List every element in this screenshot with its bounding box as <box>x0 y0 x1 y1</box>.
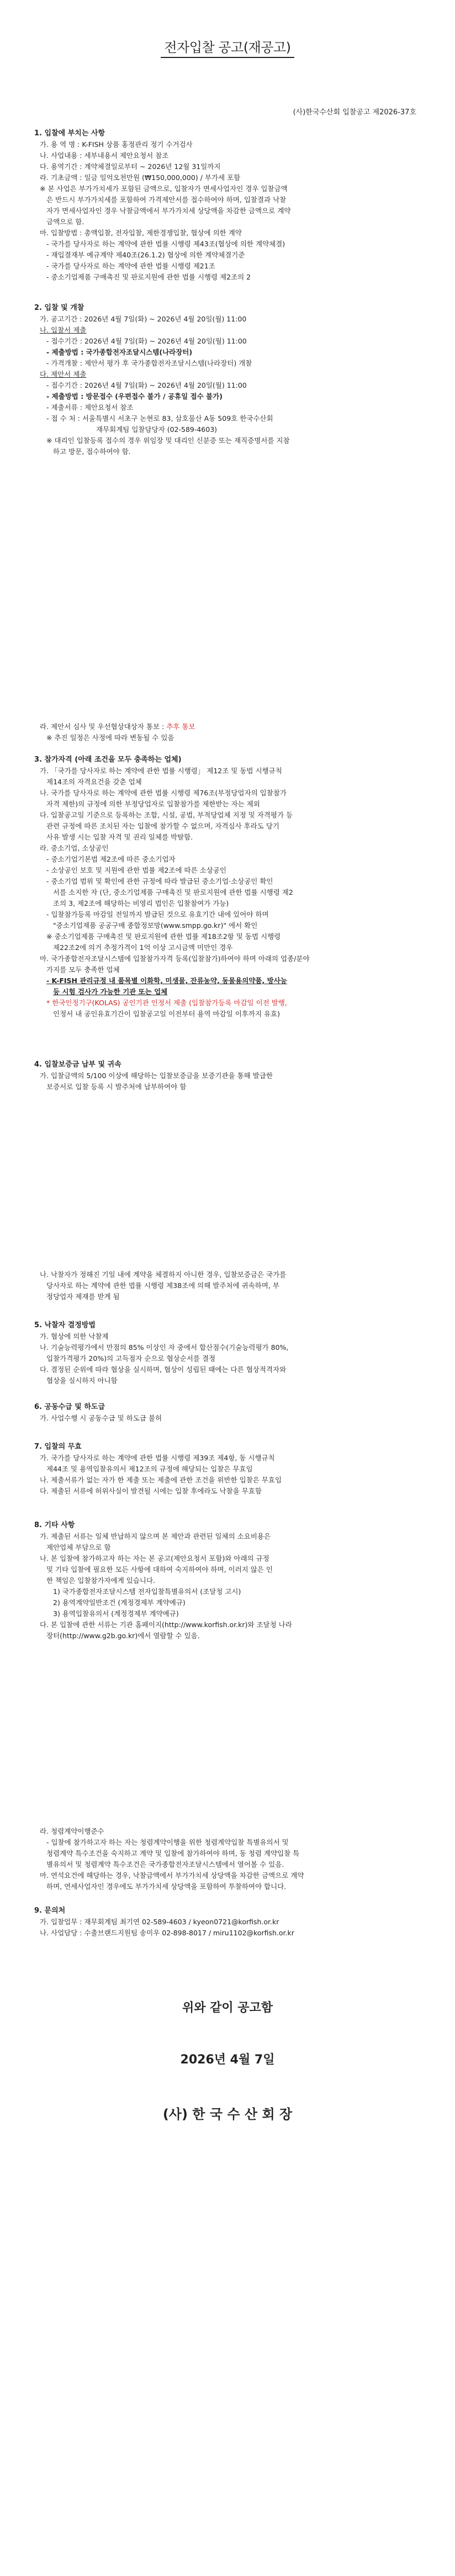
integrity-item: - 입찰에 참가하고자 하는 자는 청렴계약이행을 위한 청렴계약입찰 특별유의서 및 <box>46 1838 289 1846</box>
eligibility-item: - 입찰참가등록 마감일 전일까지 발급된 것으로 유효기간 내에 있어야 하며 <box>46 910 269 919</box>
eligibility-item: 마. 국가종합전자조달시스템에 입찰참가자격 등록(입찰참가)하여야 하며 아래의 업종/분야 <box>40 954 310 963</box>
eligibility-item: 자격 제한)의 규정에 의한 부정당업자로 입찰참가를 제한받는 자는 제외 <box>46 800 260 808</box>
eligibility-item: 제14조의 자격요건을 갖춘 업체 <box>46 778 142 786</box>
invalid-item: 다. 제출된 서류에 허위사실이 발견될 시에는 입찰 후에라도 낙찰을 무효함 <box>40 1487 262 1495</box>
integrity-item: 마. 연석요건에 해당하는 경우, 낙찰금액에서 부가가치세 상당액을 차감한 금액으로 계약 <box>40 1871 304 1880</box>
vat-note: 자가 면세사업자인 경우 낙찰금액에서 부가가치세 상당액을 차감한 금액으로 계약 <box>46 207 291 215</box>
section-contact <box>34 1905 421 1939</box>
other-item: 제안업체 부담으로 함 <box>46 1543 111 1551</box>
other-item: 다. 본 입찰에 관한 서류는 기관 홈페이지(http://www.korfish.or.kr)와 조달청 나라 <box>40 1620 292 1629</box>
bond-item: 당사자로 하는 계약에 관한 법률 시행령 제38조에 의해 발주처에 귀속하며, 부 <box>46 1281 279 1290</box>
bond-item: 정당업자 제재를 받게 됨 <box>46 1292 120 1301</box>
section-joint-subcontract <box>34 1402 421 1424</box>
section-invalid-bid <box>34 1442 421 1497</box>
base-amount: 라. 기초금액 : 일금 일억오천만원 (₩150,000,000) / 부가세 포함 <box>40 173 241 182</box>
section-bid-bond <box>34 1059 421 1092</box>
bond-item: 보증서로 입찰 등록 시 발주처에 납부하여야 함 <box>46 1083 187 1091</box>
integrity-item: 하며, 연세사업자인 경우에도 부가가치세 상당액을 포함하여 투찰하여야 합니다. <box>46 1882 287 1891</box>
legal-basis: - 재입결재부 예규계약 제40조(26.1.2) 협상에 의한 계약체결기준 <box>46 251 245 259</box>
kolas-note: 인정서 내 공인유효기간이 입찰공고일 이전부터 용역 마감일 이후까지 유효) <box>53 1010 280 1018</box>
notice-number: (사)한국수산회 입찰공고 제2026-37호 <box>293 108 416 117</box>
agent-note: ※ 대리인 입찰등록 접수의 경우 위임장 및 대리인 신분증 또는 재직증명서를 지참 <box>46 436 290 445</box>
other-item: 한 책임은 입찰참가자에게 있습니다. <box>46 1576 156 1585</box>
section-heading: 1. 입찰에 부치는 사항 <box>34 129 105 138</box>
invalid-item: 제44조 및 용역입찰유의서 제12조의 규정에 해당되는 입찰은 무효임 <box>46 1465 253 1473</box>
submission-period: - 접수기간 : 2026년 4월 7일(화) ~ 2026년 4월 20일(월) 11:00 <box>46 381 247 389</box>
integrity-contract <box>34 1826 421 1892</box>
award-item: 나. 기술능력평가에서 만점의 85% 이상인 자 중에서 합산점수(기술능력평가 80%, <box>40 1343 289 1352</box>
bid-method: 마. 입찰방법 : 총액입찰, 전자입찰, 제한경쟁입찰, 협상에 의한 계약 <box>40 229 242 237</box>
price-opening: - 가격개찰 : 제안서 평가 후 국가종합전자조달시스템(나라장터) 개찰 <box>46 359 252 367</box>
integrity-item: 라. 청렴계약이행준수 <box>40 1827 104 1835</box>
integrity-item: 별유의서 및 청렴계약 특수조건은 국가종합전자조달시스템에서 열어볼 수 있음. <box>46 1860 284 1868</box>
submission-method: - 제출방법 : 방문접수 (우편접수 불가 / 공휴일 접수 불가) <box>46 392 223 400</box>
award-item: 입찰가격평가 20%)의 고득점자 순으로 협상순서를 결정 <box>46 1354 216 1363</box>
section-award-method <box>34 1320 421 1386</box>
eligibility-item: 관련 규정에 따른 조치된 자는 입찰에 참가할 수 없으며, 자격심사 후라도 당기 <box>46 822 280 830</box>
submission-documents: - 제출서류 : 제안요청서 참조 <box>46 403 134 411</box>
eligibility-item: - 소상공인 보호 및 지원에 관한 법률 제2조에 따른 소상공인 <box>46 866 226 874</box>
eligibility-item: 다. 입찰공고일 기준으로 등록하는 조합, 시설, 공법, 부적당업체 지정 및 자격평가 등 <box>40 811 293 819</box>
bond-item: 가. 입찰금액의 5/100 이상에 해당하는 입찰보증금을 보증기관을 통해 발급한 <box>40 1071 273 1080</box>
integrity-item: 청렴계약 특수조건을 숙지하고 계약 및 입찰에 참가하여야 하며, 동 청렴 계약입찰 특 <box>46 1849 300 1857</box>
bond-item: 나. 낙찰자가 정해진 기일 내에 계약을 체결하지 아니한 경우, 입찰보증금은 국가를 <box>40 1270 287 1279</box>
eligibility-item: 제22조2에 의거 추정가격이 1억 이상 고시금액 미만인 경우 <box>53 943 233 952</box>
page-title: 전자입찰 공고(재공고) <box>0 36 455 56</box>
other-item: 장터(http://www.g2b.go.kr)에서 열람할 수 있음. <box>46 1632 200 1640</box>
regulation-item: 1) 국가종합전자조달시스템 전자입찰특별유의서 (조달청 고시) <box>53 1587 241 1596</box>
section-bidding-opening <box>34 303 421 457</box>
notify-later-text: 추후 통보 <box>166 722 195 731</box>
vat-note: 은 반드시 부가가치세를 포함하여 가격제안서를 접수하여야 하며, 입찰결과 낙찰 <box>46 196 287 204</box>
invalid-item: 나. 제출서류가 없는 자가 한 제출 또는 제출에 관한 조건을 위반한 입찰은 무효임 <box>40 1476 282 1484</box>
agent-note: 하고 방문, 접수하여야 함. <box>53 447 131 456</box>
joint-item: 가. 사업수행 시 공동수급 및 하도급 불허 <box>40 1414 162 1422</box>
submission-period: - 접수기간 : 2026년 4월 7일(화) ~ 2026년 4월 20일(월) 11:00 <box>46 337 247 345</box>
award-item: 협상을 실시하지 아니함 <box>46 1376 118 1385</box>
section-heading: 2. 입찰 및 개찰 <box>34 304 84 312</box>
closing-date: 2026년 4월 7일 <box>180 2053 275 2067</box>
regulation-item: 3) 용역입찰유의서 (계정경제부 계약예규) <box>53 1609 179 1618</box>
eligibility-item: ※ 중소기업제품 구매촉진 및 판로지원에 관한 법률 제18조2항 및 동법 시행령 <box>46 932 281 941</box>
submission-place: 재무회계팀 입찰담당자 (02-589-4603) <box>96 425 218 434</box>
section-heading: 6. 공동수급 및 하도급 <box>34 1403 105 1411</box>
closing-statement: 위와 같이 공고함 <box>182 2001 273 2015</box>
other-item: 나. 본 입찰에 참가하고자 하는 자는 본 공고(제안요청서 포함)와 아래의 규정 <box>40 1554 269 1563</box>
eligibility-item: - K-FISH 관리규정 내 품목별 이화학, 미생물, 잔류농약, 동물용의약품, 방사능 <box>46 976 287 985</box>
submission-method: - 제출방법 : 국가종합전자조달시스템(나라장터) <box>46 348 193 356</box>
section-heading: 8. 기타 사항 <box>34 1521 75 1529</box>
evaluation-line: 라. 제안서 심사 및 우선협상대상자 통보 : 추후 통보 <box>40 722 195 731</box>
section-heading: 5. 낙찰자 결정방법 <box>34 1321 96 1329</box>
eligibility-item: "중소기업제품 공공구매 종합정보망(www.smpp.go.kr)" 에서 확인 <box>53 921 258 930</box>
contact-bidding: 가. 입찰업무 : 재무회계팀 최기연 02-589-4603 / kyeon0721@korfish.or.kr <box>40 1918 279 1926</box>
section-bid-items <box>34 128 421 283</box>
issuer-signature: (사) 한 국 수 산 회 장 <box>162 2107 293 2122</box>
legal-basis: - 국가를 당사자로 하는 계약에 관한 법률 시행령 제21조 <box>46 262 215 270</box>
service-period: 다. 용역기간 : 계약체결일로부터 ~ 2026년 12월 31일까지 <box>40 162 221 171</box>
bid-submission-heading: 나. 입찰서 제출 <box>40 326 87 334</box>
vat-note: 금액으로 함. <box>46 218 84 226</box>
eligibility-item: - 중소기업기본법 제2조에 따른 중소기업자 <box>46 855 176 863</box>
section-other <box>34 1520 421 1641</box>
notice-period: 가. 공고기간 : 2026년 4월 7일(화) ~ 2026년 4월 20일(월) 11:00 <box>40 315 247 323</box>
other-item: 가. 제출된 서류는 일체 반납하지 않으며 본 제안과 관련된 일체의 소요비용은 <box>40 1532 271 1540</box>
invalid-item: 가. 국가를 당사자로 하는 계약에 관한 법률 시행령 제39조 제4항, 동 시행규칙 <box>40 1454 275 1462</box>
section-heading: 7. 입찰의 무효 <box>34 1443 82 1451</box>
service-name: 가. 용 역 명 : K-FISH 상품 홍정관리 정기 수거검사 <box>40 140 193 149</box>
eligibility-item: 라. 중소기업, 소상공인 <box>40 844 109 852</box>
eligibility-item: 등 시험 검사가 가능한 기관 또는 업체 <box>53 988 168 996</box>
schedule-note: ※ 추진 일정은 사정에 따라 변동될 수 있음 <box>46 733 174 742</box>
eligibility-item: 사유 발생 시는 입찰 자격 및 권리 일체를 박탈함. <box>46 833 193 841</box>
regulation-item: 2) 용역계약일반조건 (계정경제부 계약예규) <box>53 1598 186 1607</box>
eligibility-item: 조의 3, 제2조에 해당하는 비영리 법인은 입찰참여가 가능) <box>53 899 229 907</box>
vat-note: ※ 본 사업은 부가가치세가 포함된 금액으로, 입찰자가 면세사업자인 경우 입찰금액 <box>40 184 288 193</box>
legal-basis: - 중소기업제품 구매촉진 및 판로지원에 관한 법률 시행령 제2조의 2 <box>46 273 251 281</box>
eligibility-item: - 중소기업 범위 및 확인에 관한 규정에 따라 발급된 중소기업·소상공인 확인 <box>46 877 273 885</box>
section-eligibility <box>34 754 421 1020</box>
evaluation-notice <box>34 721 421 743</box>
eligibility-item: 가. 「국가를 당사자로 하는 계약에 관한 법률 시행령」 제12조 및 동법 시행규칙 <box>40 767 282 775</box>
project-content: 나. 사업내용 : 세부내용서 제안요청서 참조 <box>40 151 169 160</box>
other-item: 및 기타 입찰에 필요한 모든 사항에 대하여 숙지하여야 하며, 이러지 않은 인 <box>46 1565 273 1574</box>
award-item: 다. 결정된 순위에 따라 협상을 실시하며, 협상이 성립된 때에는 다른 협상적격자와 <box>40 1365 287 1374</box>
bond-forfeiture <box>34 1269 421 1302</box>
eligibility-item: 서를 소지한 자 (단, 중소기업제품 구매촉진 및 판로지원에 관한 법률 시행령 제2 <box>53 888 293 896</box>
section-heading: 3. 참가자격 (아래 조건을 모두 충족하는 업체) <box>34 756 182 764</box>
section-heading: 9. 문의처 <box>34 1907 66 1915</box>
kolas-note: * 한국인정기구(KOLAS) 공인기관 인정서 제출 (입찰참가등록 마감일 이전 발행, <box>46 999 287 1007</box>
eligibility-item: 나. 국가를 당사자로 하는 계약에 관한 법률 시행령 제76조(부정당업자의 입찰참가 <box>40 789 287 797</box>
award-item: 가. 협상에 의한 낙찰제 <box>40 1332 109 1340</box>
legal-basis: - 국가를 당사자로 하는 계약에 관한 법률 시행령 제43조(협상에 의한 계약체결) <box>46 240 285 248</box>
contact-project: 나. 사업담당 : 수출브랜드지원팀 송미우 02-898-8017 / miru1102@korfish.or.kr <box>40 1929 294 1937</box>
section-heading: 4. 입찰보증금 납부 및 귀속 <box>34 1060 121 1069</box>
submission-place: - 접 수 처 : 서울특별시 서초구 논현로 83, 삼호물산 A동 509호 한국수산회 <box>46 414 273 423</box>
eligibility-item: 가지를 모두 충족한 업체 <box>46 965 120 974</box>
proposal-submission-heading: 다. 제안서 제출 <box>40 370 87 378</box>
